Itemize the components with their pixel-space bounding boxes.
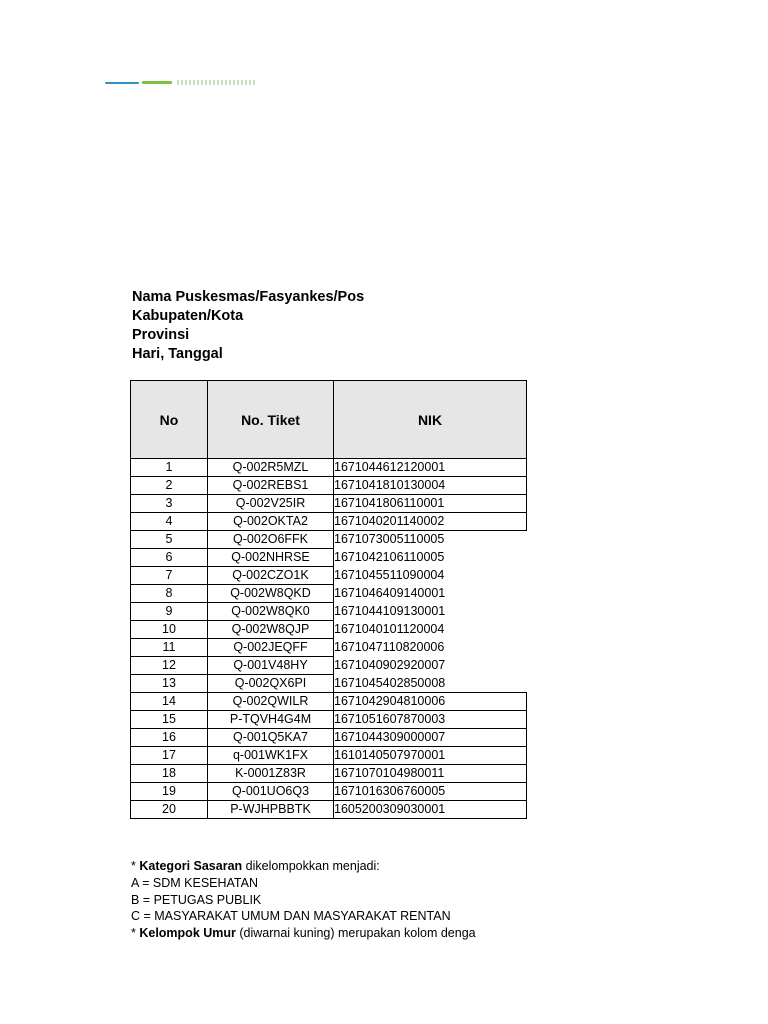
cell-nik: 1671042904810006	[334, 693, 527, 711]
table-row	[131, 657, 527, 675]
cell-ticket: Q-002W8QKD	[208, 585, 334, 603]
cell-nik: 1671051607870003	[334, 711, 527, 729]
cell-ticket: Q-002QWILR	[208, 693, 334, 711]
cell-ticket: Q-002OKTA2	[208, 513, 334, 531]
table-row	[131, 567, 527, 585]
cell-nik: 1610140507970001	[334, 747, 527, 765]
cell-ticket: Q-002JEQFF	[208, 639, 334, 657]
city-label: Kabupaten/Kota	[132, 308, 244, 324]
cell-no: 15	[131, 711, 208, 729]
cell-nik: 1671047110820006	[334, 639, 527, 657]
cell-no: 3	[131, 495, 208, 513]
cell-no: 12	[131, 657, 208, 675]
table-row	[131, 765, 527, 783]
cell-nik: 1605200309030001	[334, 801, 527, 819]
facility-label: Nama Puskesmas/Fasyankes/Pos	[132, 289, 365, 305]
cell-ticket: Q-001V48HY	[208, 657, 334, 675]
header-info	[132, 288, 364, 364]
table-row	[131, 585, 527, 603]
table-row	[131, 477, 527, 495]
table-row	[131, 603, 527, 621]
logo-bar-blue	[105, 82, 139, 84]
note-c: C = MASYARAKAT UMUM DAN MASYARAKAT RENTAN	[131, 909, 451, 924]
table-row	[131, 459, 527, 477]
logo-bar-green	[142, 81, 172, 84]
cell-nik: 1671073005110005	[334, 531, 527, 549]
table-body	[131, 459, 527, 819]
cell-nik: 1671040201140002	[334, 513, 527, 531]
cell-ticket: P-WJHPBBTK	[208, 801, 334, 819]
table-row	[131, 513, 527, 531]
cell-no: 10	[131, 621, 208, 639]
note-b: B = PETUGAS PUBLIK	[131, 892, 262, 907]
cell-no: 20	[131, 801, 208, 819]
cell-no: 9	[131, 603, 208, 621]
cell-no: 14	[131, 693, 208, 711]
cell-no: 11	[131, 639, 208, 657]
cell-no: 4	[131, 513, 208, 531]
province-label: Provinsi	[132, 327, 190, 343]
cell-nik: 1671070104980011	[334, 765, 527, 783]
note-age-group: * Kelompok Umur (diwarnai kuning) merupakan kolom denga	[131, 926, 476, 941]
date-label: Hari, Tanggal	[132, 346, 223, 362]
table-row	[131, 621, 527, 639]
cell-no: 17	[131, 747, 208, 765]
cell-nik: 1671045511090004	[334, 567, 527, 585]
cell-ticket: Q-002REBS1	[208, 477, 334, 495]
cell-ticket: Q-002W8QK0	[208, 603, 334, 621]
cell-nik: 1671040101120004	[334, 621, 527, 639]
table-row	[131, 531, 527, 549]
cell-no: 5	[131, 531, 208, 549]
note-age-group-bold: Kelompok Umur	[139, 926, 236, 941]
ticket-table	[130, 380, 527, 819]
cell-ticket: Q-002O6FFK	[208, 531, 334, 549]
cell-no: 7	[131, 567, 208, 585]
cell-nik: 1671042106110005	[334, 549, 527, 567]
cell-ticket: Q-002R5MZL	[208, 459, 334, 477]
table-row	[131, 549, 527, 567]
cell-no: 1	[131, 459, 208, 477]
table-row	[131, 495, 527, 513]
cell-nik: 1671016306760005	[334, 783, 527, 801]
note-a: A = SDM KESEHATAN	[131, 875, 259, 890]
cell-ticket: Q-002QX6PI	[208, 675, 334, 693]
note-category-bold: Kategori Sasaran	[139, 859, 243, 873]
cell-ticket: Q-002CZO1K	[208, 567, 334, 585]
cell-nik: 1671041810130004	[334, 477, 527, 495]
cell-no: 18	[131, 765, 208, 783]
cell-ticket: q-001WK1FX	[208, 747, 334, 765]
cell-no: 6	[131, 549, 208, 567]
table-row	[131, 729, 527, 747]
table-row	[131, 801, 527, 819]
notes	[131, 858, 476, 942]
cell-nik: 1671045402850008	[334, 675, 527, 693]
table-header-row	[131, 381, 527, 459]
cell-nik: 1671046409140001	[334, 585, 527, 603]
cell-no: 19	[131, 783, 208, 801]
table-row	[131, 675, 527, 693]
cell-no: 13	[131, 675, 208, 693]
logo	[105, 79, 255, 87]
cell-nik: 1671040902920007	[334, 657, 527, 675]
table-row	[131, 693, 527, 711]
table-row	[131, 747, 527, 765]
cell-no: 2	[131, 477, 208, 495]
cell-nik: 1671041806110001	[334, 495, 527, 513]
cell-no: 8	[131, 585, 208, 603]
cell-ticket: Q-002W8QJP	[208, 621, 334, 639]
table-row	[131, 783, 527, 801]
table-row	[131, 711, 527, 729]
cell-nik: 1671044309000007	[334, 729, 527, 747]
logo-text	[177, 80, 255, 85]
cell-nik: 1671044612120001	[334, 459, 527, 477]
cell-ticket: Q-002V25IR	[208, 495, 334, 513]
cell-ticket: K-0001Z83R	[208, 765, 334, 783]
column-header-nik: NIK	[334, 381, 527, 459]
column-header-ticket: No. Tiket	[208, 381, 334, 459]
cell-nik: 1671044109130001	[334, 603, 527, 621]
cell-ticket: Q-002NHRSE	[208, 549, 334, 567]
note-category: * Kategori Sasaran dikelompokkan menjadi:	[131, 859, 380, 873]
table-row	[131, 639, 527, 657]
cell-ticket: Q-001UO6Q3	[208, 783, 334, 801]
column-header-no: No	[131, 381, 208, 459]
cell-ticket: Q-001Q5KA7	[208, 729, 334, 747]
cell-no: 16	[131, 729, 208, 747]
cell-ticket: P-TQVH4G4M	[208, 711, 334, 729]
